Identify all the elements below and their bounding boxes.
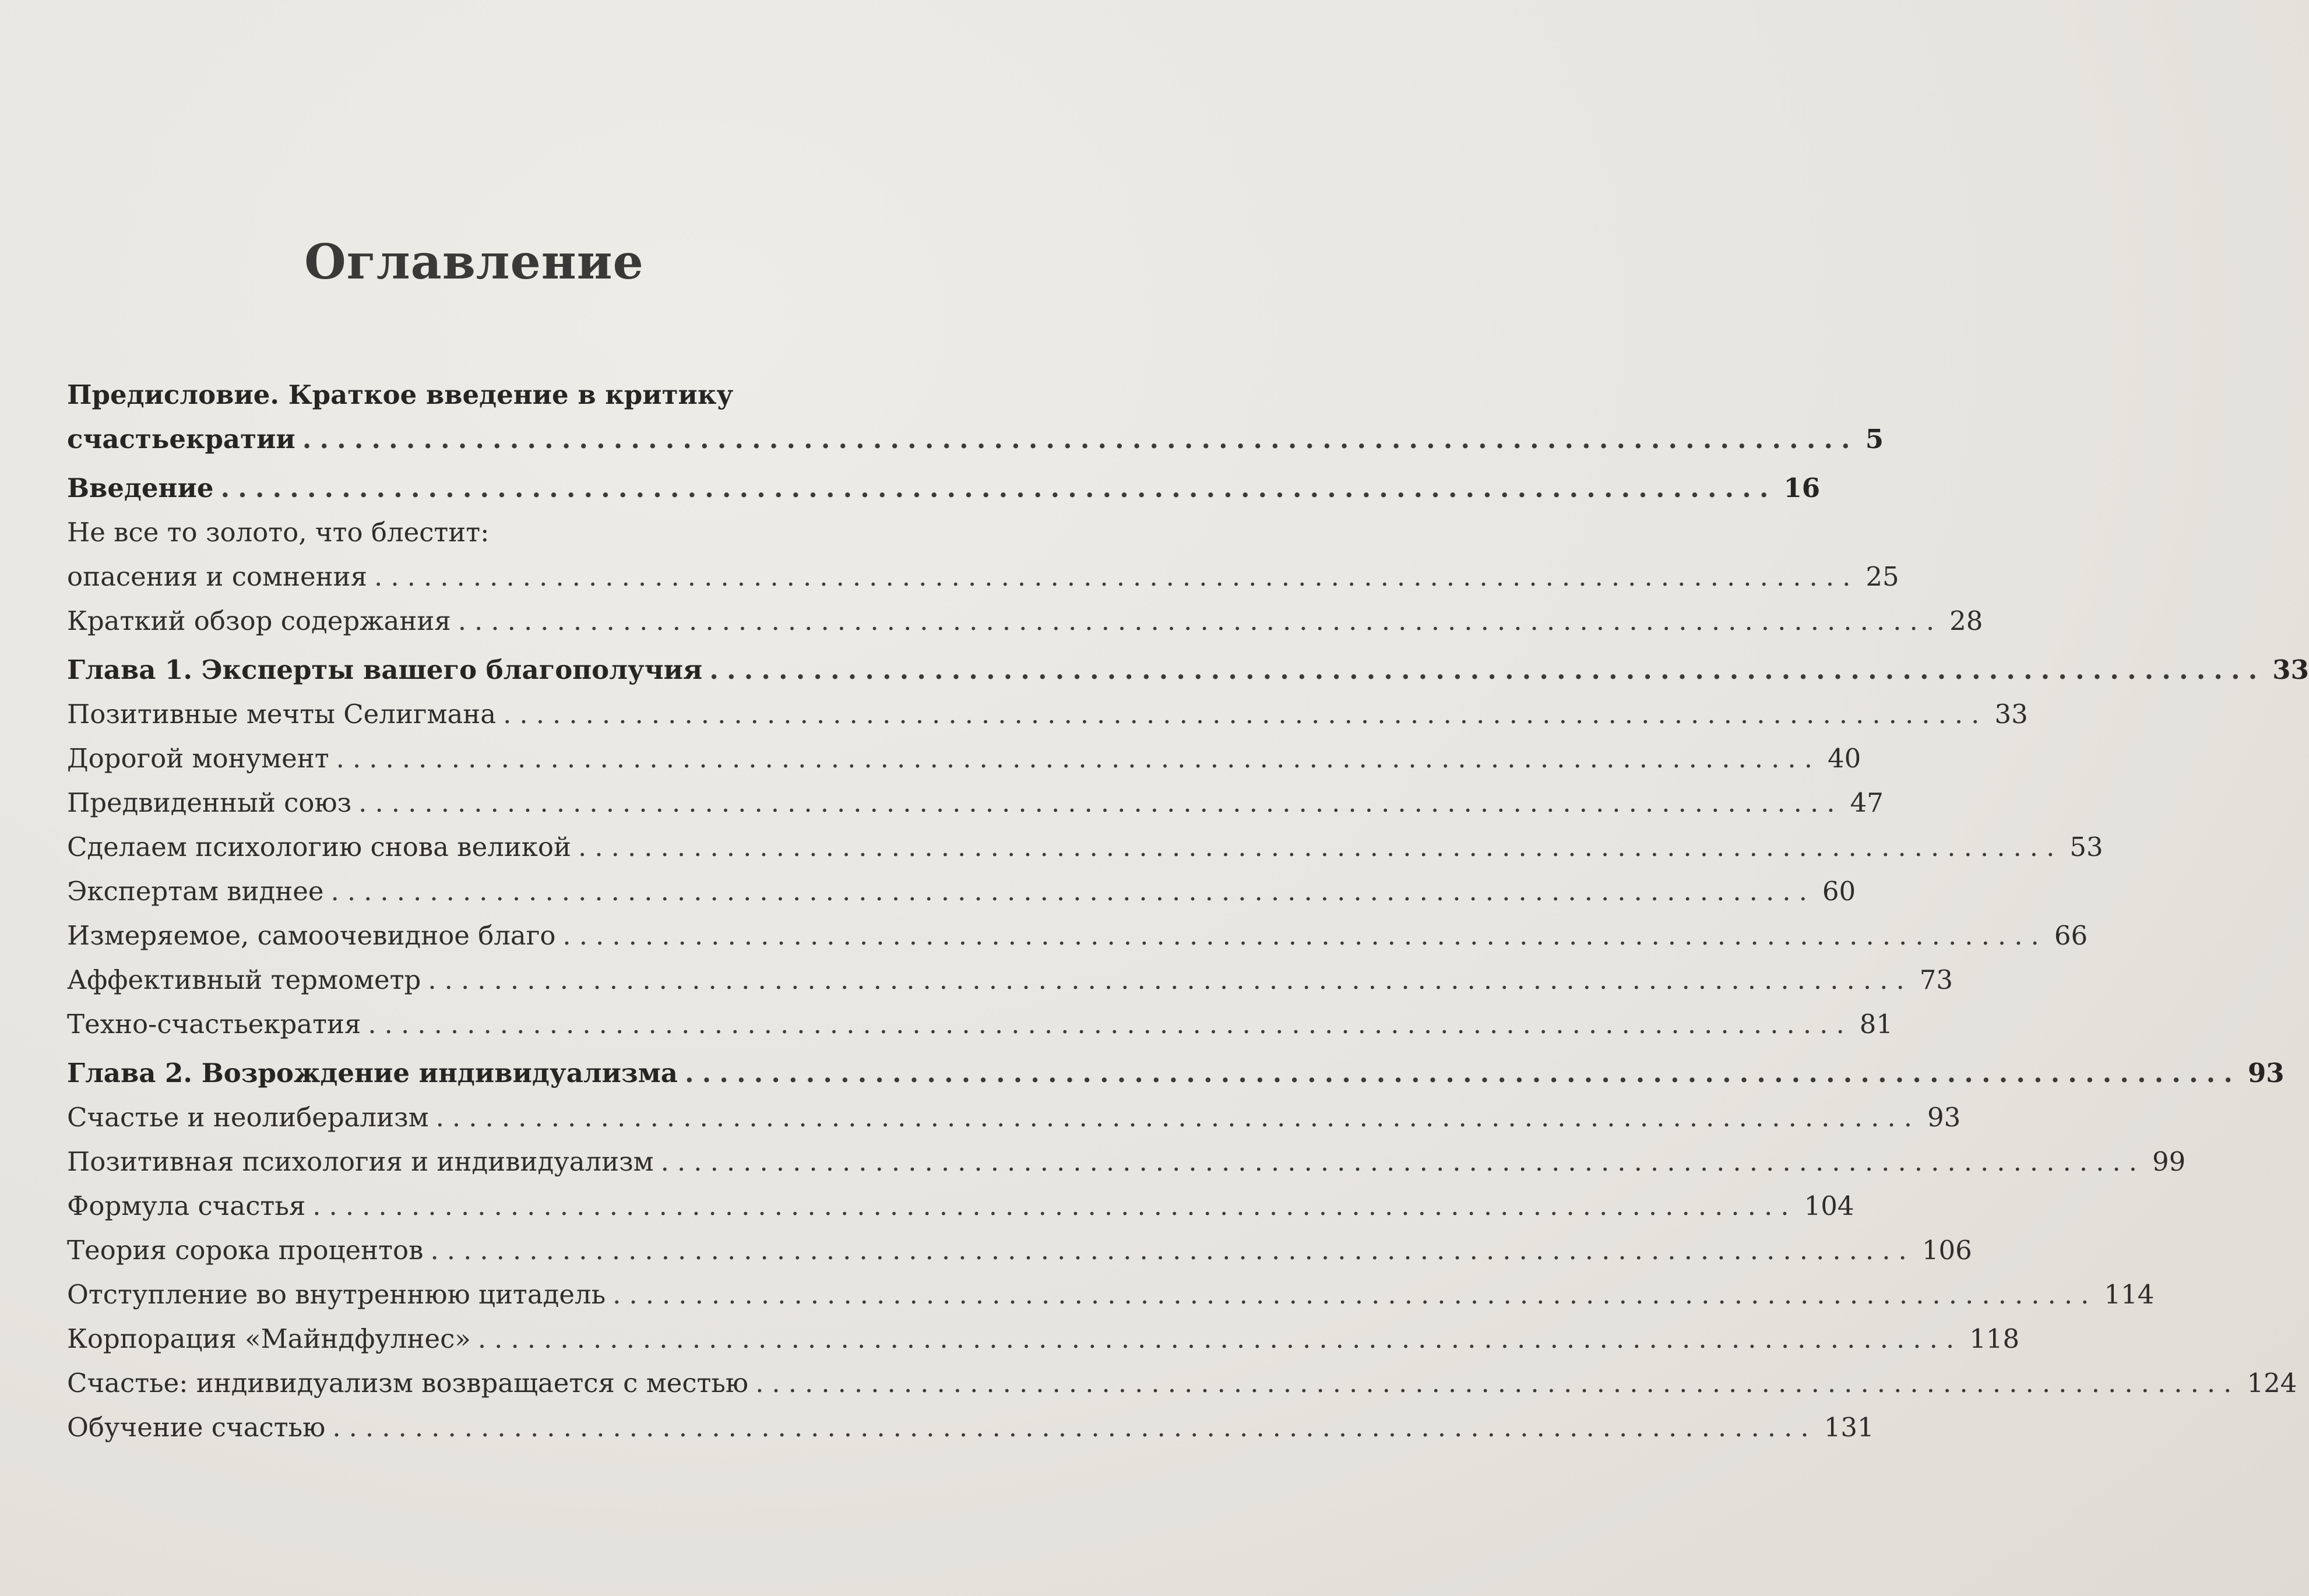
toc-entry-preface: [67, 373, 1884, 461]
dot-leader: ..........................................................................................: [613, 1279, 2097, 1310]
toc-page-number: 124: [2247, 1368, 2297, 1398]
dot-leader: ..........................................................................................: [684, 1058, 2241, 1088]
toc-entry: [67, 737, 1861, 781]
toc-entry-title: Позитивные мечты Селигмана: [67, 699, 497, 730]
toc-page-number: 114: [2104, 1279, 2155, 1310]
toc-entry-title: Корпорация «Майндфулнес»: [67, 1323, 471, 1354]
dot-leader: ..........................................................................................: [430, 1235, 1915, 1266]
toc-entry-title: Обучение счастью: [67, 1412, 326, 1443]
toc-entry: [67, 825, 2103, 869]
toc-entry-introduction: [67, 466, 1821, 510]
toc-entry-first-line: Предисловие. Краткое введение в критику: [67, 379, 734, 410]
toc-page-number: 106: [1921, 1235, 1972, 1266]
toc-entry: [67, 1002, 1893, 1047]
toc-entry-first-line: Не все то золото, что блестит:: [67, 517, 490, 548]
toc-page-number: 104: [1804, 1190, 1854, 1221]
dot-leader: ..........................................................................................: [578, 832, 2063, 862]
dot-leader: ..........................................................................................: [374, 561, 1859, 592]
toc-entry-chapter-1: [67, 648, 2309, 692]
toc-entry-title: Экспертам виднее: [67, 876, 324, 907]
dot-leader: ..........................................................................................: [330, 876, 1815, 907]
dot-leader: ..........................................................................................: [302, 424, 1859, 455]
toc-entry-title: Сделаем психологию снова великой: [67, 832, 572, 862]
toc-page-number: 60: [1822, 876, 1856, 907]
toc-entry: [67, 599, 1983, 643]
table-of-contents: [67, 373, 2309, 1450]
toc-entry-title: Глава 1. Эксперты вашего благополучия: [67, 654, 703, 685]
dot-leader: ..........................................................................................: [332, 1412, 1817, 1443]
toc-page-number: 81: [1859, 1009, 1893, 1040]
toc-page-number: 53: [2069, 832, 2103, 862]
toc-entry-chapter-2: [67, 1051, 2285, 1095]
toc-page-number: 73: [1919, 964, 1954, 995]
toc-entry: [67, 1095, 1961, 1140]
toc-entry-title: Техно-счастьекратия: [67, 1009, 361, 1040]
toc-entry: [67, 1228, 1972, 1273]
toc-page-number: 33: [2272, 654, 2309, 685]
dot-leader: ..........................................................................................: [709, 654, 2266, 685]
dot-leader: ..........................................................................................: [562, 920, 2047, 951]
toc-entry-title: счастьекратии: [67, 424, 295, 455]
toc-entry-title: Введение: [67, 473, 214, 503]
toc-entry: [67, 869, 1856, 914]
toc-entry: [67, 1361, 2297, 1405]
toc-page-number: 28: [1949, 605, 1983, 636]
dot-leader: ..........................................................................................: [477, 1323, 1963, 1354]
dot-leader: ..........................................................................................: [503, 699, 1988, 730]
toc-entry-title: Краткий обзор содержания: [67, 605, 451, 636]
dot-leader: ..........................................................................................: [336, 743, 1821, 774]
toc-entry-title: опасения и сомнения: [67, 561, 368, 592]
toc-entry: [67, 1184, 1854, 1228]
toc-entry-title: Отступление во внутреннюю цитадель: [67, 1279, 606, 1310]
toc-entry-title: Теория сорока процентов: [67, 1235, 424, 1266]
toc-page-number: 47: [1850, 787, 1884, 818]
toc-page-number: 16: [1783, 473, 1821, 503]
toc-entry-title: Предвиденный союз: [67, 787, 352, 818]
toc-entry: [67, 510, 1899, 599]
dot-leader: ..........................................................................................: [368, 1009, 1853, 1040]
toc-entry: [67, 692, 2028, 737]
toc-page-number: 25: [1865, 561, 1899, 592]
toc-page-number: 40: [1828, 743, 1861, 774]
toc-entry: [67, 958, 1954, 1002]
toc-entry-title: Аффективный термометр: [67, 964, 421, 995]
dot-leader: ..........................................................................................: [428, 964, 1913, 995]
toc-entry-title: Глава 2. Возрождение индивидуализма: [67, 1058, 678, 1088]
toc-page-number: 33: [1994, 699, 2028, 730]
page-title: Оглавление: [304, 234, 644, 290]
toc-page-number: 93: [1927, 1102, 1961, 1133]
toc-entry-title: Счастье: индивидуализм возвращается с местью: [67, 1368, 749, 1398]
toc-entry: [67, 1273, 2155, 1317]
dot-leader: ..........................................................................................: [755, 1368, 2240, 1398]
toc-entry-title: Формула счастья: [67, 1190, 306, 1221]
toc-entry: [67, 914, 2088, 958]
toc-entry-title: Счастье и неолиберализм: [67, 1102, 429, 1133]
toc-entry-title: Измеряемое, самоочевидное благо: [67, 920, 556, 951]
toc-entry: [67, 1317, 2020, 1361]
dot-leader: ..........................................................................................: [312, 1190, 1797, 1221]
toc-entry: [67, 1405, 1874, 1450]
dot-leader: ..........................................................................................: [358, 787, 1843, 818]
toc-entry-title: Позитивная психология и индивидуализм: [67, 1146, 654, 1177]
toc-entry-title: Дорогой монумент: [67, 743, 329, 774]
dot-leader: ..........................................................................................: [457, 605, 1943, 636]
dot-leader: ..........................................................................................: [435, 1102, 1921, 1133]
toc-page-number: 118: [1969, 1323, 2020, 1354]
toc-entry: [67, 781, 1884, 825]
dot-leader: ..........................................................................................: [660, 1146, 2146, 1177]
toc-page-number: 99: [2152, 1146, 2186, 1177]
toc-page-number: 5: [1865, 424, 1884, 455]
toc-page-number: 131: [1824, 1412, 1874, 1443]
toc-page-number: 66: [2054, 920, 2088, 951]
toc-page-number: 93: [2247, 1058, 2285, 1088]
toc-entry: [67, 1140, 2186, 1184]
dot-leader: ..........................................................................................: [220, 473, 1777, 503]
